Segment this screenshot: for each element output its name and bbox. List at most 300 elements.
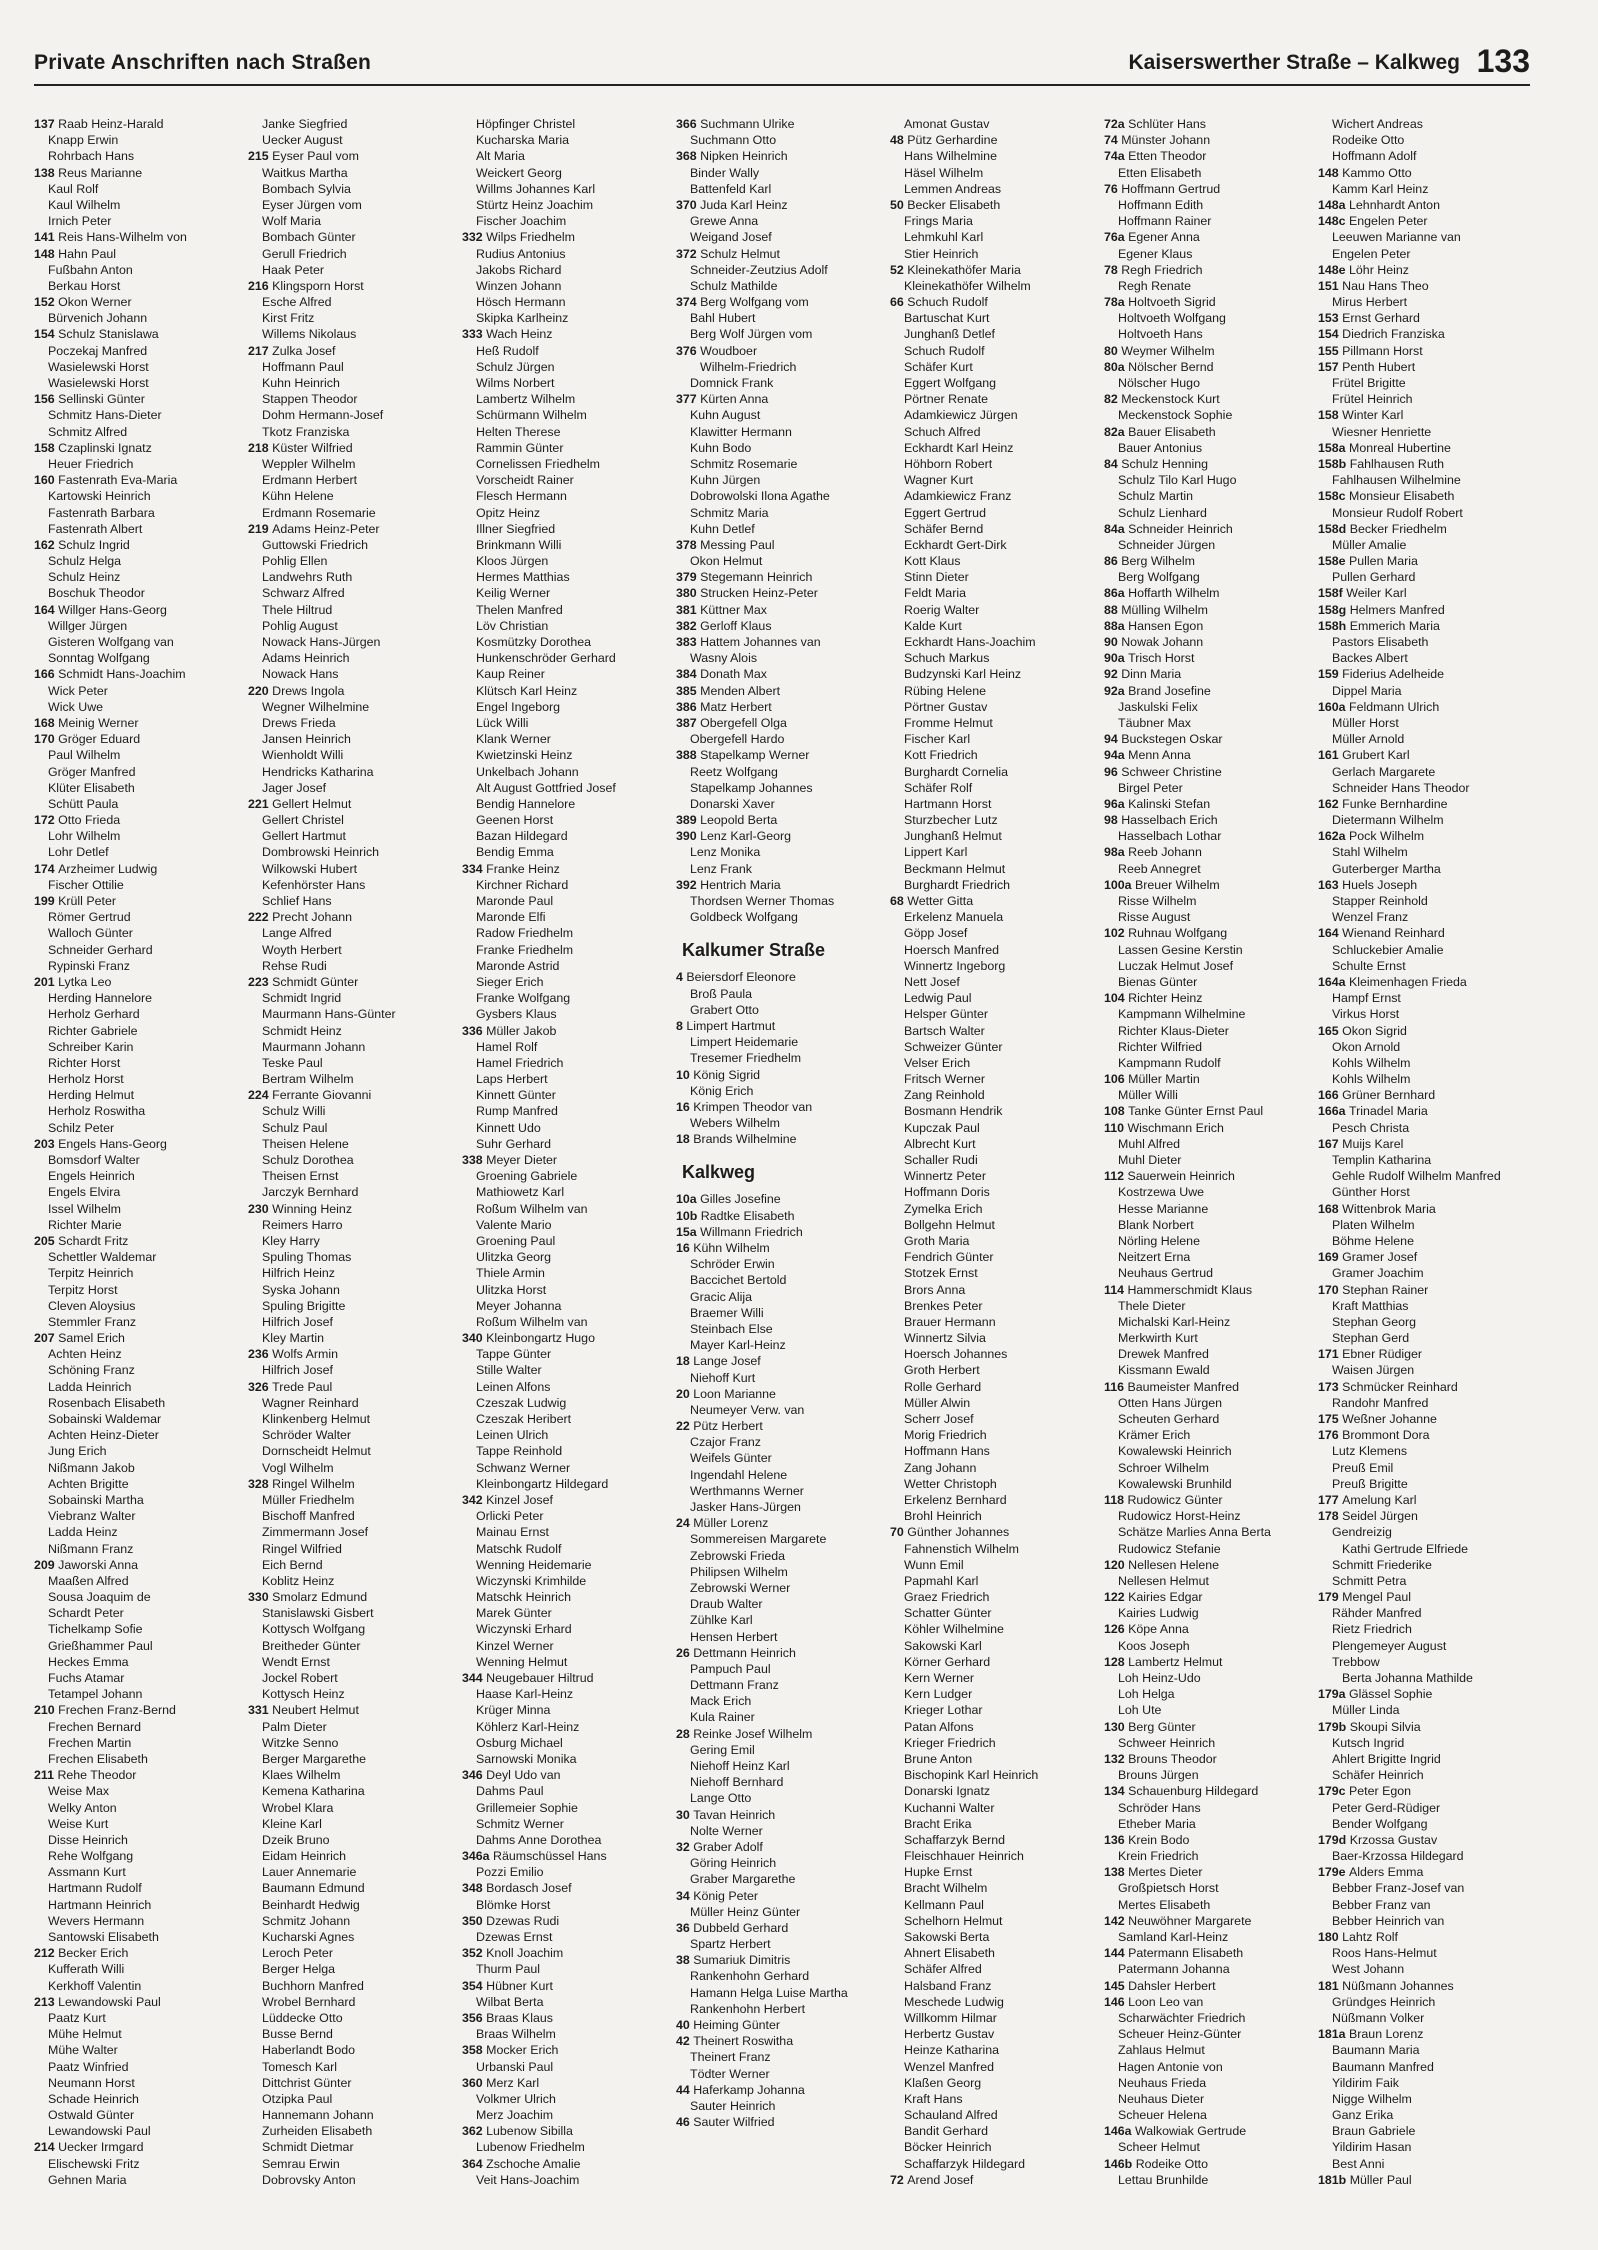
resident-name: Dzeik Bruno [262,1832,330,1847]
list-item [676,1920,890,1936]
resident-name: Schneider Gerhard [48,942,153,957]
list-item [1318,2026,1532,2042]
list-item [34,1055,248,1071]
resident-name: Herding Helmut [48,1088,135,1103]
resident-name: Brenkes Peter [904,1298,983,1313]
resident-name: Kott Friedrich [904,748,978,763]
resident-name: Schweizer Günter [904,1039,1003,1054]
list-item [676,812,890,828]
list-item [34,942,248,958]
resident-name: Thurm Paul [476,1962,541,1977]
list-item [34,1427,248,1443]
list-item [676,1208,890,1224]
list-item [248,1589,462,1605]
list-item [34,1719,248,1735]
resident-name: Graber Margarethe [690,1872,796,1887]
list-item [1104,1460,1318,1476]
list-item [34,974,248,990]
list-item [890,310,1104,326]
list-item [34,958,248,974]
resident-name: Reetz Wolfgang [690,764,778,779]
list-item [890,1379,1104,1395]
resident-name: Laps Herbert [476,1072,548,1087]
list-item [890,229,1104,245]
list-item [462,375,676,391]
resident-name: Graber Adolf [693,1839,763,1854]
list-item [34,828,248,844]
resident-name: Eggert Gertrud [904,505,986,520]
resident-name: Schweer Christine [1121,764,1222,779]
list-item [676,343,890,359]
house-number: 8 [676,1018,687,1033]
house-number: 110 [1104,1120,1128,1135]
list-item [676,1726,890,1742]
resident-name: Welky Anton [48,1800,117,1815]
list-item [462,1897,676,1913]
house-number: 386 [676,699,701,714]
list-item [1104,1800,1318,1816]
resident-name: Ahnert Elisabeth [904,1946,995,1961]
resident-name: Bracht Erika [904,1816,972,1831]
list-item [890,553,1104,569]
list-item [248,1719,462,1735]
list-item [462,132,676,148]
list-item [1318,2091,1532,2107]
house-number: 146a [1104,2124,1136,2139]
list-item [676,1580,890,1596]
resident-name: Berger Margarethe [262,1751,366,1766]
list-item [1104,246,1318,262]
resident-name: Müller Alwin [904,1395,971,1410]
list-item [890,1039,1104,1055]
resident-name: Wenning Heidemarie [476,1557,592,1572]
resident-name: Nau Hans Theo [1342,278,1429,293]
resident-name: König Sigrid [693,1067,761,1082]
house-number: 76a [1104,230,1129,245]
house-number: 18 [676,1132,694,1147]
resident-name: Tappe Günter [476,1347,552,1362]
list-item [676,1067,890,1083]
list-item [676,1467,890,1483]
house-number: 42 [676,2034,694,2049]
resident-name: Rehse Rudi [262,958,327,973]
resident-name: Hartmann Horst [904,796,992,811]
list-item [1318,1006,1532,1022]
list-item [248,456,462,472]
resident-name: Schöning Franz [48,1363,135,1378]
resident-name: Kern Ludger [904,1687,973,1702]
resident-name: Fuchs Atamar [48,1671,125,1685]
resident-name: Loh Ute [1118,1703,1162,1718]
list-item [890,1994,1104,2010]
resident-name: Krieger Friedrich [904,1735,996,1750]
resident-name: Preuß Brigitte [1332,1476,1408,1491]
resident-name: Maronde Astrid [476,958,560,973]
list-item [890,1103,1104,1119]
resident-name: Muhl Alfred [1118,1136,1180,1151]
house-number: 80a [1104,359,1129,374]
resident-name: Reinke Josef Wilhelm [693,1726,813,1741]
resident-name: Schatter Günter [904,1606,992,1621]
list-item [462,1638,676,1654]
list-item [34,1638,248,1654]
resident-name: Hagen Antonie von [1118,2059,1223,2074]
list-item [890,132,1104,148]
resident-name: Lewandowski Paul [48,2124,151,2139]
list-item [462,780,676,796]
list-item [1104,974,1318,990]
resident-name: Obergefell Hardo [690,732,785,747]
list-item [676,731,890,747]
list-item [890,1249,1104,1265]
resident-name: Lenz Frank [690,861,752,876]
resident-name: Brors Anna [904,1282,966,1297]
list-item [1318,942,1532,958]
resident-name: Rodeike Otto [1135,2156,1209,2171]
resident-name: Berkau Horst [48,278,121,293]
list-item [462,1735,676,1751]
list-item [462,197,676,213]
list-item [890,925,1104,941]
resident-name: Rehe Theodor [57,1768,137,1783]
list-item [34,391,248,407]
resident-name: Viebranz Walter [48,1509,136,1524]
house-number: 168 [1318,1201,1343,1216]
house-number: 16 [676,1099,694,1114]
house-number: 376 [676,343,701,358]
resident-name: Keilig Werner [476,586,551,601]
resident-name: Alders Emma [1349,1865,1424,1880]
list-item [1104,521,1318,537]
house-number: 340 [462,1331,487,1346]
list-item [1318,1702,1532,1718]
list-item [676,488,890,504]
resident-name: Münster Johann [1121,133,1211,148]
list-item [248,1573,462,1589]
house-number: 177 [1318,1492,1343,1507]
list-item [248,1783,462,1799]
list-item [34,1783,248,1799]
list-item [1104,1929,1318,1945]
list-item [34,650,248,666]
list-item [1318,148,1532,164]
list-item [462,1767,676,1783]
list-item [462,569,676,585]
house-number: 368 [676,149,701,164]
list-item [462,2156,676,2172]
resident-name: Hoffmann Edith [1118,197,1204,212]
list-item [248,2107,462,2123]
resident-name: Scheer Helmut [1118,2140,1200,2155]
list-item [462,1087,676,1103]
list-item [248,634,462,650]
list-item [1104,602,1318,618]
list-item [676,424,890,440]
list-item [1104,1783,1318,1799]
list-item [1104,1492,1318,1508]
house-number: 210 [34,1703,59,1718]
resident-name: Schwanz Werner [476,1460,571,1475]
list-item [890,2042,1104,2058]
resident-name: Sakowski Berta [904,1930,990,1944]
house-number: 170 [34,732,59,747]
resident-name: Müller Heinz Günter [690,1904,801,1919]
list-item [34,165,248,181]
list-item [1318,505,1532,521]
list-item [462,1961,676,1977]
house-number: 26 [676,1645,694,1660]
resident-name: Wenning Helmut [476,1654,568,1669]
resident-name: Eyser Paul vom [272,149,359,164]
resident-name: Rodeike Otto [1332,133,1405,148]
list-item [462,1217,676,1233]
list-item [890,1346,1104,1362]
resident-name: Weymer Wilhelm [1121,343,1215,358]
list-item [1318,1152,1532,1168]
list-item [248,375,462,391]
list-item [676,1083,890,1099]
list-item [1104,1573,1318,1589]
resident-name: Schulz Martin [1118,489,1194,504]
resident-name: Fahnenstich Wilhelm [904,1541,1020,1556]
list-item [676,165,890,181]
resident-name: Kemena Katharina [262,1784,365,1799]
house-number: 116 [1104,1379,1128,1394]
list-item [890,618,1104,634]
list-item [1104,1427,1318,1443]
resident-name: Gröger Manfred [48,764,136,779]
list-item [462,683,676,699]
resident-name: Disse Heinrich [48,1832,128,1847]
house-number: 136 [1104,1832,1129,1847]
resident-name: Radtke Elisabeth [700,1208,795,1223]
house-number: 378 [676,537,701,552]
house-number: 138 [1104,1865,1129,1880]
list-item [676,1337,890,1353]
list-item [1318,1767,1532,1783]
resident-name: Schaller Rudi [904,1153,978,1167]
list-item [34,1039,248,1055]
resident-name: Gerlach Margarete [1332,764,1436,779]
resident-name: Groening Paul [476,1233,556,1248]
resident-name: Bürvenich Johann [48,311,148,326]
list-item [248,2172,462,2188]
house-number: 352 [462,1946,487,1961]
list-item [1318,2075,1532,2091]
list-item [34,1120,248,1136]
list-item [1318,1621,1532,1637]
resident-name: Rohrbach Hans [48,149,135,164]
resident-name: Smolarz Edmund [272,1590,368,1605]
list-item [890,2075,1104,2091]
list-item [1104,2075,1318,2091]
list-item [1104,2156,1318,2172]
list-item [1104,1848,1318,1864]
list-item [1318,909,1532,925]
house-number: 148a [1318,197,1350,212]
list-item [462,828,676,844]
list-item [34,1476,248,1492]
list-item [1104,909,1318,925]
resident-name: Grillemeier Sophie [476,1800,578,1815]
list-item [34,1298,248,1314]
list-item [676,1774,890,1790]
resident-name: Stanislawski Gisbert [262,1606,374,1621]
list-item [248,229,462,245]
list-item [462,1978,676,1994]
resident-name: Stephan Gerd [1332,1331,1410,1346]
resident-name: Schweer Heinrich [1118,1735,1216,1750]
list-item [34,1282,248,1298]
list-item [890,974,1104,990]
resident-name: Wiesner Henriette [1332,424,1432,439]
list-item [248,1751,462,1767]
house-number: 381 [676,602,701,617]
list-item [34,2059,248,2075]
resident-name: Mühe Walter [48,2043,118,2058]
resident-name: Zymelka Erich [904,1201,983,1216]
resident-name: Lutz Klemens [1332,1444,1408,1459]
resident-name: Brommont Dora [1342,1428,1430,1443]
list-item [462,1233,676,1249]
house-number: 389 [676,813,701,828]
house-number: 78 [1104,262,1122,277]
house-number: 179e [1318,1865,1350,1880]
resident-name: Seidel Jürgen [1342,1509,1418,1524]
resident-name: Emmerich Maria [1349,618,1440,633]
list-item [890,1702,1104,1718]
list-item [34,1362,248,1378]
list-item [676,764,890,780]
house-number: 179 [1318,1590,1343,1605]
list-item [676,1548,890,1564]
house-number: 362 [462,2124,487,2139]
house-number: 164a [1318,974,1350,989]
list-item [34,1249,248,1265]
resident-name: Halsband Franz [904,1978,992,1993]
resident-name: Woyth Herbert [262,942,342,957]
list-item [248,1913,462,1929]
list-item [1318,1362,1532,1378]
list-item [248,213,462,229]
list-item [462,1298,676,1314]
resident-name: Ferrante Giovanni [272,1088,372,1103]
house-number: 82 [1104,392,1122,407]
list-item [248,909,462,925]
list-item [462,731,676,747]
resident-name: Luczak Helmut Josef [1118,958,1234,973]
resident-name: Rankenhohn Gerhard [690,1969,810,1984]
list-item [1104,1735,1318,1751]
resident-name: Hentrich Maria [700,877,781,892]
list-item [34,1103,248,1119]
resident-name: Brinkmann Willi [476,537,562,552]
list-item [890,1006,1104,1022]
resident-name: Scheuten Gerhard [1118,1412,1220,1426]
list-item [676,1418,890,1434]
resident-name: Kleinbongartz Hildegard [476,1476,609,1491]
list-item [462,796,676,812]
resident-name: Nolte Werner [690,1823,763,1838]
list-item [248,1379,462,1395]
resident-name: Kühn Helene [262,489,334,504]
resident-name: Meckenstock Kurt [1121,392,1220,407]
house-number: 364 [462,2156,487,2171]
list-item [1318,488,1532,504]
list-item [248,148,462,164]
resident-name: Patermann Elisabeth [1128,1946,1244,1961]
resident-name: Leopold Berta [700,813,778,828]
house-number: 387 [676,715,701,730]
resident-name: Gehnen Maria [48,2172,127,2187]
resident-name: Rudius Antonius [476,246,566,261]
list-item [1104,1751,1318,1767]
list-item [890,650,1104,666]
house-number: 122 [1104,1590,1129,1605]
list-item [34,424,248,440]
list-item [890,1913,1104,1929]
resident-name: Kaul Rolf [48,181,99,196]
resident-name: Yildirim Faik [1332,2075,1400,2090]
resident-name: Berg Günter [1128,1719,1196,1734]
list-item [1318,1524,1532,1540]
resident-name: Köhler Wilhelmine [904,1622,1004,1637]
resident-name: Assmann Kurt [48,1865,126,1880]
resident-name: Neuhaus Frieda [1118,2075,1207,2090]
list-item [676,181,890,197]
resident-name: Bebber Franz van [1332,1897,1431,1912]
resident-name: Neuhaus Gertrud [1118,1266,1214,1281]
list-item [248,1670,462,1686]
resident-name: Müller Martin [1128,1072,1200,1087]
resident-name: Gründges Heinrich [1332,1994,1436,2009]
resident-name: Schelhorn Helmut [904,1913,1003,1928]
resident-name: Winnertz Silvia [904,1331,986,1346]
list-item [1318,1605,1532,1621]
list-item [462,1443,676,1459]
resident-name: Gysbers Klaus [476,1007,557,1022]
resident-name: Hasselbach Lothar [1118,829,1222,844]
list-item [1104,1411,1318,1427]
resident-name: Stephan Rainer [1342,1282,1429,1297]
list-item [248,683,462,699]
list-item [890,1395,1104,1411]
resident-name: Marek Günter [476,1606,552,1621]
resident-name: Donath Max [700,667,767,682]
resident-name: Obergefell Olga [700,715,787,730]
house-number: 86a [1104,586,1129,601]
resident-name: Muijs Karel [1342,1136,1404,1151]
list-item [248,553,462,569]
list-item [890,1136,1104,1152]
house-number: 38 [676,1953,694,1968]
list-item [462,1589,676,1605]
list-item [890,1621,1104,1637]
resident-name: Monsieur Elisabeth [1349,489,1455,504]
list-item [1318,1913,1532,1929]
resident-name: Zschoche Amalie [486,2156,581,2171]
list-item [890,1217,1104,1233]
resident-name: Syska Johann [262,1282,340,1297]
list-item [890,1541,1104,1557]
resident-name: Ernst Gerhard [1342,311,1420,326]
house-number: 179c [1318,1784,1350,1799]
resident-name: Kamm Karl Heinz [1332,181,1429,196]
list-item [676,1564,890,1580]
house-number: 158a [1318,440,1350,455]
list-item [1104,796,1318,812]
list-item [462,1460,676,1476]
